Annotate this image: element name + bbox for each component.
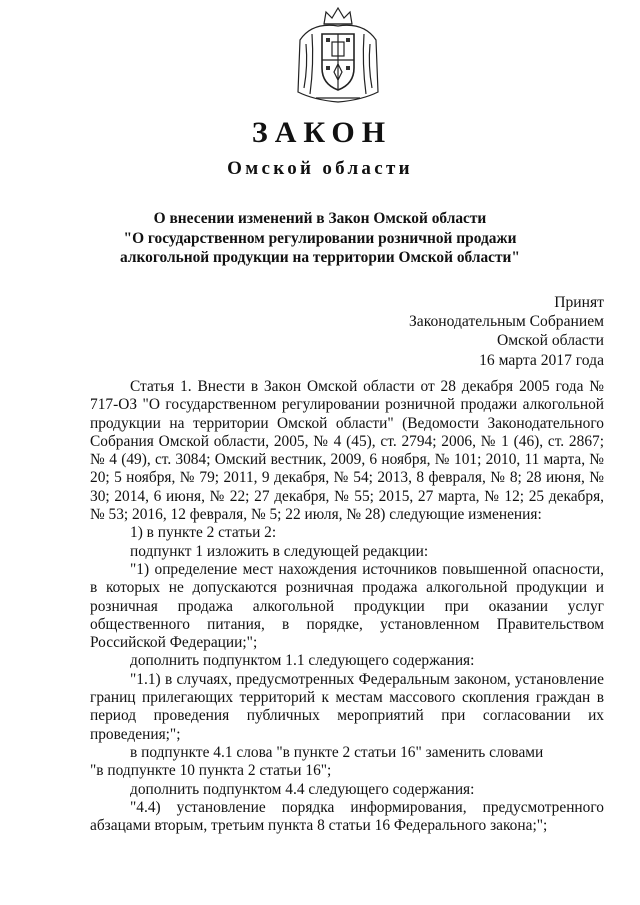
quoted-text: "4.4) установление порядка информирования, предусмотренного абзацами вторым, третьим пункта 8 статьи 16 Федерального закона;"; xyxy=(90,798,604,835)
law-subject xyxy=(0,209,640,268)
law-body xyxy=(90,378,604,835)
adoption-line: Законодательным Собранием xyxy=(408,313,604,331)
paragraph: подпункт 1 изложить в следующей редакции: xyxy=(130,542,429,560)
quoted-text: "1) определение мест нахождения источников повышенной опасности, в которых не допускаются розничная продажа алкогольной продукции и розничная продажа алкогольной продукции при оказании услуг общественного питания, в порядке, установленном Правительством Российской Федерации;"; xyxy=(90,560,604,652)
paragraph: дополнить подпунктом 1.1 следующего содержания: xyxy=(130,652,475,670)
law-subject-line: "О государственном регулировании розничной продажи xyxy=(123,229,517,247)
paragraph: "в подпункте 10 пункта 2 статьи 16"; xyxy=(90,762,332,780)
law-subject-line: алкогольной продукции на территории Омской области" xyxy=(120,249,520,266)
adoption-block xyxy=(409,293,604,370)
adoption-line: Омской области xyxy=(496,332,604,350)
paragraph: 1) в пункте 2 статьи 2: xyxy=(130,524,277,542)
paragraph: дополнить подпунктом 4.4 следующего содержания: xyxy=(130,780,475,798)
adoption-date: 16 марта 2017 года xyxy=(479,351,604,369)
adoption-line: Принят xyxy=(554,294,604,311)
law-region: Омской области xyxy=(227,158,413,179)
law-title: ЗАКОН xyxy=(251,116,393,149)
article-1: Статья 1. Внести в Закон Омской области от 28 декабря 2005 года № 717-ОЗ "О государственном регулировании розничной продажи алкогольной продукции на территории Омской области" (Ведомости Законодательного Собрания Омской области, 2005, № 4 (45), ст. 2794; 2006, № 1 (46), ст. 2867; № 4 (49), ст. 3084; Омский вестник, 2009, 6 ноября, № 101; 2010, 11 марта, № 20; 5 ноября, № 79; 2011, 9 декабря, № 54; 2013, 8 февраля, № 8; 28 июня, № 30; 2014, 6 июня, № 22; 27 декабря, № 55; 2015, 27 марта, № 12; 25 декабря, № 53; 2016, 12 февраля, № 5; 22 июля, № 28) следующие изменения: xyxy=(90,378,604,524)
quoted-text: "1.1) в случаях, предусмотренных Федеральным законом, установление границ прилегающих территорий к местам массового скопления граждан в период проведения публичных мероприятий при согласовании их проведения;"; xyxy=(90,670,604,743)
law-subject-line: О внесении изменений в Закон Омской области xyxy=(153,210,487,227)
paragraph: в подпункте 4.1 слова "в пункте 2 статьи 16" заменить словами xyxy=(130,743,544,761)
omsk-coat-of-arms-icon xyxy=(292,4,384,104)
